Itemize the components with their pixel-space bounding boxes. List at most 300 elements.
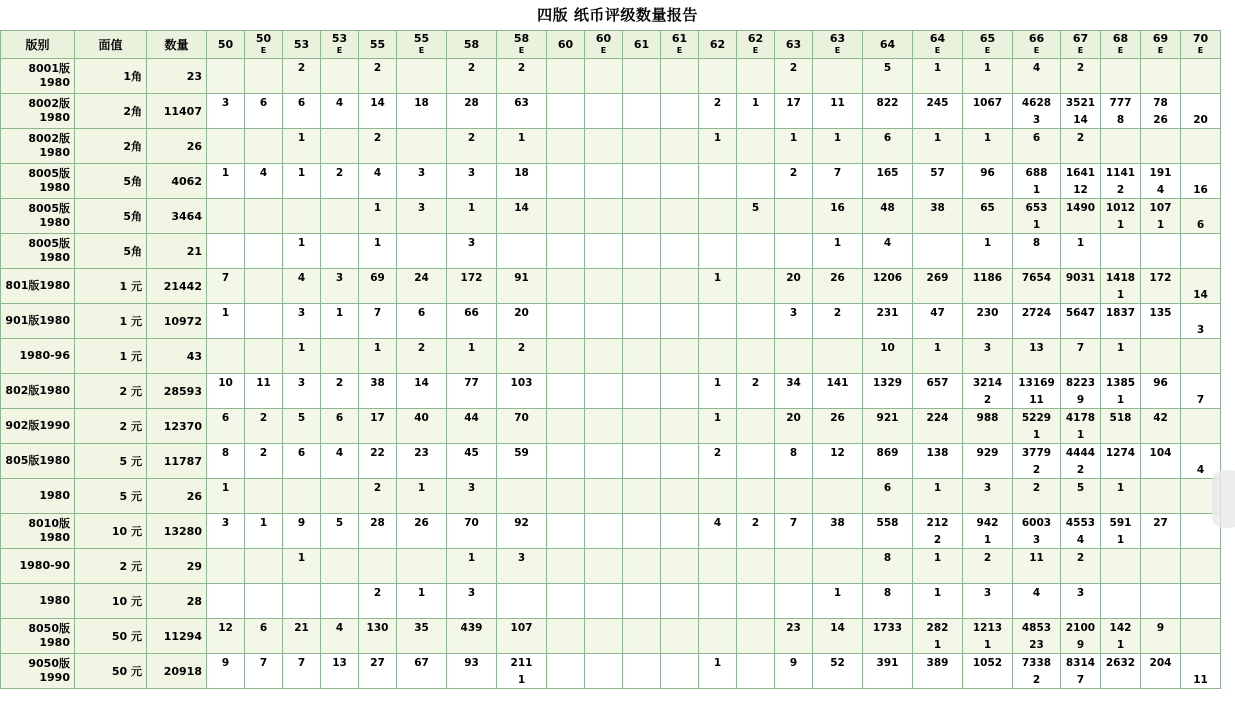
grade-star-count-cell xyxy=(737,321,775,339)
grade-star-count-cell xyxy=(547,356,585,374)
grade-star-count-cell xyxy=(321,286,359,304)
grade-star-count-cell xyxy=(321,531,359,549)
grade-count-cell: 35 xyxy=(397,619,447,637)
grade-star-count-cell xyxy=(813,601,863,619)
grade-count-cell xyxy=(623,234,661,252)
grade-count-cell xyxy=(737,584,775,602)
grade-count-cell: 3521 xyxy=(1061,94,1101,112)
grade-count-cell xyxy=(547,619,585,637)
grade-star-count-cell xyxy=(245,636,283,654)
grade-star-count-cell xyxy=(283,531,321,549)
grade-star-count-cell xyxy=(585,461,623,479)
grade-star-count-cell xyxy=(1061,321,1101,339)
grade-star-count-cell xyxy=(1013,76,1061,94)
grade-count-cell xyxy=(737,59,775,77)
grade-count-cell xyxy=(623,514,661,532)
grade-count-cell: 1 xyxy=(699,654,737,672)
grade-count-cell: 1 xyxy=(207,479,245,497)
grade-count-cell: 822 xyxy=(863,94,913,112)
grade-star-count-cell xyxy=(661,181,699,199)
grade-star-count-cell xyxy=(699,671,737,689)
grade-count-cell: 7 xyxy=(775,514,813,532)
scroll-edge-handle xyxy=(1212,470,1235,528)
grade-count-cell xyxy=(497,584,547,602)
grade-star-count-cell xyxy=(661,146,699,164)
grade-count-cell xyxy=(1181,94,1221,112)
grade-star-count-cell xyxy=(623,321,661,339)
grade-count-cell xyxy=(623,59,661,77)
grade-count-cell xyxy=(737,619,775,637)
grade-count-cell xyxy=(497,234,547,252)
grade-count-cell: 3 xyxy=(447,479,497,497)
grade-star-count-cell xyxy=(207,496,245,514)
grade-count-cell xyxy=(737,339,775,357)
grade-star-count-cell xyxy=(447,76,497,94)
grade-count-cell: 2 xyxy=(1061,129,1101,147)
grade-count-cell: 5 xyxy=(863,59,913,77)
grade-star-count-cell xyxy=(359,461,397,479)
grade-count-cell: 2 xyxy=(497,59,547,77)
grade-count-cell: 1490 xyxy=(1061,199,1101,217)
grade-star-count-cell xyxy=(775,671,813,689)
table-row xyxy=(1,654,1221,672)
version-cell: 8005版 1980 xyxy=(1,199,75,234)
grade-star-count-cell xyxy=(863,356,913,374)
grade-count-cell: 7 xyxy=(207,269,245,287)
grade-star-count-cell xyxy=(207,181,245,199)
header-grade xyxy=(699,31,737,59)
grade-star-count-cell xyxy=(359,216,397,234)
grade-count-cell xyxy=(585,164,623,182)
grade-star-count-cell xyxy=(397,181,447,199)
grade-count-cell xyxy=(623,584,661,602)
version-cell: 8010版 1980 xyxy=(1,514,75,549)
grade-star-count-cell xyxy=(397,531,447,549)
grade-count-cell: 4553 xyxy=(1061,514,1101,532)
grade-star-count-cell xyxy=(547,496,585,514)
grade-count-cell: 7 xyxy=(359,304,397,322)
grade-count-cell: 63 xyxy=(497,94,547,112)
grade-star-count-cell xyxy=(447,356,497,374)
grade-count-cell xyxy=(585,199,623,217)
grade-count-cell: 20 xyxy=(497,304,547,322)
grade-star-count-cell xyxy=(245,321,283,339)
grade-star-count-cell xyxy=(863,531,913,549)
grade-star-count-cell xyxy=(1061,496,1101,514)
grade-count-cell xyxy=(207,234,245,252)
grade-count-cell: 130 xyxy=(359,619,397,637)
grade-count-cell: 1 xyxy=(283,129,321,147)
grade-count-cell: 104 xyxy=(1141,444,1181,462)
grade-count-cell xyxy=(775,584,813,602)
version-cell: 1980 xyxy=(1,479,75,514)
grade-count-cell: 20 xyxy=(775,269,813,287)
grade-count-cell: 245 xyxy=(913,94,963,112)
grade-star-count-cell xyxy=(863,216,913,234)
grade-count-cell: 107 xyxy=(1141,199,1181,217)
grade-star-count-cell xyxy=(447,321,497,339)
grade-count-cell xyxy=(1181,59,1221,77)
grade-count-cell: 4 xyxy=(863,234,913,252)
grade-count-cell xyxy=(1141,59,1181,77)
grade-star-count-cell: 12 xyxy=(1061,181,1101,199)
grade-star-count-cell xyxy=(1013,321,1061,339)
grade-star-count-cell xyxy=(813,391,863,409)
grade-count-cell: 11 xyxy=(245,374,283,392)
grade-count-cell xyxy=(623,374,661,392)
grade-star-count-cell xyxy=(737,426,775,444)
grade-star-count-cell xyxy=(585,566,623,584)
grade-star-count-cell xyxy=(775,356,813,374)
grade-count-cell: 38 xyxy=(813,514,863,532)
grade-star-count-cell xyxy=(1141,356,1181,374)
grade-star-count-cell xyxy=(737,601,775,619)
grade-star-count-cell xyxy=(321,146,359,164)
grade-star-count-cell xyxy=(321,496,359,514)
grade-star-count-cell xyxy=(1141,461,1181,479)
grade-count-cell: 2 xyxy=(321,374,359,392)
grade-count-cell: 26 xyxy=(813,409,863,427)
grade-star-count-cell xyxy=(283,356,321,374)
grade-star-count-cell xyxy=(245,181,283,199)
face-value-cell: 2角 xyxy=(75,129,147,164)
grade-count-cell: 1052 xyxy=(963,654,1013,672)
grade-count-cell: 4853 xyxy=(1013,619,1061,637)
grade-count-cell xyxy=(547,479,585,497)
grade-count-cell: 2 xyxy=(813,304,863,322)
grade-number: 64 xyxy=(879,37,896,51)
grade-star-count-cell xyxy=(1141,76,1181,94)
grade-star-count-cell xyxy=(547,251,585,269)
grade-star-count-cell xyxy=(623,391,661,409)
grade-star-count-cell xyxy=(397,111,447,129)
grade-star-count-cell xyxy=(359,146,397,164)
grade-star-count-cell xyxy=(661,426,699,444)
grade-count-cell: 389 xyxy=(913,654,963,672)
grade-count-cell: 1 xyxy=(913,59,963,77)
grade-star-count-cell xyxy=(623,671,661,689)
grade-count-cell: 42 xyxy=(1141,409,1181,427)
grade-star-count-cell xyxy=(359,601,397,619)
grade-count-cell: 8314 xyxy=(1061,654,1101,672)
grade-count-cell xyxy=(813,339,863,357)
face-value-cell: 2角 xyxy=(75,94,147,129)
grade-star-count-cell: 2 xyxy=(913,531,963,549)
grade-star-count-cell xyxy=(813,146,863,164)
table-row xyxy=(1,409,1221,427)
grade-count-cell: 8 xyxy=(863,549,913,567)
grade-star-count-cell xyxy=(283,111,321,129)
grade-star-count-cell xyxy=(623,566,661,584)
grade-count-cell xyxy=(699,199,737,217)
grade-star-count-cell xyxy=(321,461,359,479)
grade-count-cell: 2 xyxy=(1061,549,1101,567)
table-body xyxy=(1,59,1221,689)
grade-count-cell: 8 xyxy=(207,444,245,462)
grade-star-count-cell xyxy=(623,146,661,164)
table-row xyxy=(1,59,1221,77)
grade-count-cell: 3 xyxy=(321,269,359,287)
grade-count-cell xyxy=(585,549,623,567)
grade-star-count-cell xyxy=(1101,566,1141,584)
grade-count-cell: 91 xyxy=(497,269,547,287)
grade-count-cell: 269 xyxy=(913,269,963,287)
grade-star-count-cell xyxy=(775,146,813,164)
grade-star-count-cell xyxy=(623,496,661,514)
grade-count-cell xyxy=(1181,199,1221,217)
grade-star-count-cell xyxy=(1181,601,1221,619)
grade-count-cell xyxy=(547,374,585,392)
table-row xyxy=(1,164,1221,182)
grade-count-cell xyxy=(547,129,585,147)
grade-count-cell xyxy=(245,199,283,217)
grade-count-cell xyxy=(699,164,737,182)
header-grade xyxy=(661,31,699,59)
version-cell: 802版1980 xyxy=(1,374,75,409)
table-row xyxy=(1,339,1221,357)
grade-star-count-cell xyxy=(699,566,737,584)
grade-star-count-cell xyxy=(585,391,623,409)
grade-count-cell xyxy=(283,584,321,602)
grade-star-count-cell xyxy=(1013,566,1061,584)
grade-star-count-cell xyxy=(699,531,737,549)
grade-star-count-cell xyxy=(447,111,497,129)
grade-count-cell: 3 xyxy=(775,304,813,322)
grade-count-cell: 10 xyxy=(207,374,245,392)
grade-star-count-cell xyxy=(699,146,737,164)
grade-count-cell xyxy=(1181,304,1221,322)
grade-number: 65 xyxy=(979,32,996,45)
version-cell: 1980-90 xyxy=(1,549,75,584)
grade-star-count-cell xyxy=(661,321,699,339)
grade-star-count-cell: 1 xyxy=(497,671,547,689)
grade-star-count-cell xyxy=(397,566,447,584)
grade-star-count-cell xyxy=(863,566,913,584)
header-grade xyxy=(963,31,1013,59)
grade-star-count-cell xyxy=(447,496,497,514)
grade-star-count-cell xyxy=(813,251,863,269)
grade-count-cell: 2 xyxy=(359,584,397,602)
grade-star-count-cell xyxy=(775,321,813,339)
grade-count-cell: 78 xyxy=(1141,94,1181,112)
grade-count-cell: 103 xyxy=(497,374,547,392)
grade-count-cell xyxy=(1181,164,1221,182)
grade-count-cell: 5647 xyxy=(1061,304,1101,322)
grade-count-cell xyxy=(737,444,775,462)
grade-star-count-cell xyxy=(359,181,397,199)
grade-star-count-cell xyxy=(623,531,661,549)
grade-star-count-cell xyxy=(623,111,661,129)
grade-count-cell: 869 xyxy=(863,444,913,462)
grade-star-count-cell xyxy=(497,461,547,479)
grade-e-suffix: E xyxy=(934,46,941,55)
grade-star-count-cell xyxy=(813,321,863,339)
header-grade xyxy=(547,31,585,59)
grade-count-cell: 77 xyxy=(447,374,497,392)
header-grade xyxy=(321,31,359,59)
grade-number: 70 xyxy=(1192,32,1209,45)
grade-star-count-cell xyxy=(699,636,737,654)
table-row xyxy=(1,304,1221,322)
grade-count-cell xyxy=(547,549,585,567)
count-cell: 12370 xyxy=(147,409,207,444)
grade-count-cell: 2 xyxy=(321,164,359,182)
grade-star-count-cell xyxy=(207,321,245,339)
grade-star-count-cell xyxy=(913,391,963,409)
grade-star-count-cell xyxy=(321,76,359,94)
grade-number: 55 xyxy=(413,32,430,45)
grade-star-count-cell xyxy=(699,391,737,409)
grade-count-cell xyxy=(245,339,283,357)
grade-star-count-cell xyxy=(737,251,775,269)
header-grade xyxy=(913,31,963,59)
grade-star-count-cell xyxy=(547,461,585,479)
grade-count-cell xyxy=(699,479,737,497)
grade-e-suffix: E xyxy=(752,46,759,55)
face-value-cell: 1角 xyxy=(75,59,147,94)
grade-star-count-cell xyxy=(863,671,913,689)
grade-star-count-cell: 1 xyxy=(1101,286,1141,304)
face-value-cell: 1 元 xyxy=(75,339,147,374)
grade-star-count-cell xyxy=(737,111,775,129)
grade-number: 64 xyxy=(929,32,946,45)
grade-count-cell xyxy=(623,654,661,672)
grade-star-count-cell xyxy=(813,531,863,549)
grade-star-count-cell xyxy=(1013,286,1061,304)
grade-star-count-cell xyxy=(245,251,283,269)
grade-star-count-cell xyxy=(359,111,397,129)
grade-count-cell: 518 xyxy=(1101,409,1141,427)
grade-count-cell xyxy=(1101,584,1141,602)
grade-count-cell: 5 xyxy=(321,514,359,532)
grade-count-cell xyxy=(585,514,623,532)
grade-count-cell xyxy=(245,584,283,602)
grade-number: 66 xyxy=(1028,32,1045,45)
grade-star-count-cell xyxy=(397,496,447,514)
grade-star-count-cell: 1 xyxy=(1101,531,1141,549)
grade-e-suffix: E xyxy=(600,46,607,55)
grade-count-cell xyxy=(547,339,585,357)
grade-star-count-cell xyxy=(1101,496,1141,514)
grade-star-count-cell xyxy=(1101,251,1141,269)
grade-star-count-cell: 4 xyxy=(1181,461,1221,479)
grade-star-count-cell xyxy=(1061,146,1101,164)
grade-number: 68 xyxy=(1112,32,1129,45)
grade-count-cell xyxy=(547,234,585,252)
grade-count-cell xyxy=(1141,129,1181,147)
version-cell: 902版1990 xyxy=(1,409,75,444)
face-value-cell: 1 元 xyxy=(75,304,147,339)
grade-star-count-cell xyxy=(661,76,699,94)
grade-star-count-cell xyxy=(1181,566,1221,584)
header-grade xyxy=(1101,31,1141,59)
grade-star-count-cell xyxy=(963,321,1013,339)
header-grade xyxy=(775,31,813,59)
grade-star-count-cell xyxy=(661,496,699,514)
header-grade xyxy=(497,31,547,59)
grade-star-count-cell xyxy=(359,391,397,409)
grade-count-cell: 96 xyxy=(963,164,1013,182)
grade-count-cell xyxy=(547,269,585,287)
grade-star-count-cell xyxy=(623,216,661,234)
grade-star-count-cell xyxy=(321,216,359,234)
grade-star-count-cell xyxy=(447,671,497,689)
grade-count-cell: 4 xyxy=(321,444,359,462)
grade-star-count-cell xyxy=(547,636,585,654)
grade-count-cell: 1 xyxy=(813,584,863,602)
grade-count-cell: 69 xyxy=(359,269,397,287)
grade-star-count-cell xyxy=(283,286,321,304)
grade-count-cell xyxy=(397,59,447,77)
grade-star-count-cell xyxy=(207,531,245,549)
grade-count-cell: 70 xyxy=(447,514,497,532)
grade-count-cell: 135 xyxy=(1141,304,1181,322)
grade-star-count-cell xyxy=(547,321,585,339)
grade-count-cell xyxy=(321,234,359,252)
grade-count-cell: 1206 xyxy=(863,269,913,287)
grade-star-count-cell xyxy=(397,216,447,234)
grade-star-count-cell: 7 xyxy=(1181,391,1221,409)
grade-star-count-cell xyxy=(321,251,359,269)
grade-star-count-cell xyxy=(963,181,1013,199)
grade-count-cell: 16 xyxy=(813,199,863,217)
grade-count-cell: 17 xyxy=(775,94,813,112)
grade-star-count-cell: 3 xyxy=(1013,111,1061,129)
grade-star-count-cell xyxy=(775,111,813,129)
grade-star-count-cell xyxy=(963,426,1013,444)
grade-count-cell: 212 xyxy=(913,514,963,532)
grade-count-cell xyxy=(207,584,245,602)
grade-star-count-cell xyxy=(359,671,397,689)
grade-star-count-cell xyxy=(813,566,863,584)
grade-star-count-cell xyxy=(547,391,585,409)
grade-star-count-cell xyxy=(775,286,813,304)
grade-count-cell: 2 xyxy=(1061,59,1101,77)
grade-count-cell xyxy=(1181,654,1221,672)
grade-count-cell: 13 xyxy=(1013,339,1061,357)
grade-number: 63 xyxy=(785,37,802,51)
face-value-cell: 5角 xyxy=(75,164,147,199)
grade-count-cell: 2 xyxy=(447,59,497,77)
grade-star-count-cell: 20 xyxy=(1181,111,1221,129)
grade-count-cell xyxy=(623,304,661,322)
grade-star-count-cell xyxy=(1141,391,1181,409)
grade-star-count-cell xyxy=(497,566,547,584)
header-grade xyxy=(585,31,623,59)
grade-star-count-cell xyxy=(699,356,737,374)
grade-star-count-cell xyxy=(737,146,775,164)
grade-star-count-cell xyxy=(737,286,775,304)
grade-count-cell: 1 xyxy=(321,304,359,322)
grade-star-count-cell xyxy=(963,356,1013,374)
grade-star-count-cell xyxy=(1101,601,1141,619)
grade-count-cell: 3 xyxy=(963,339,1013,357)
grade-star-count-cell: 2 xyxy=(1013,461,1061,479)
grade-count-cell xyxy=(623,164,661,182)
grade-count-cell: 4178 xyxy=(1061,409,1101,427)
grade-count-cell xyxy=(397,129,447,147)
grade-count-cell: 5 xyxy=(737,199,775,217)
grade-count-cell xyxy=(775,549,813,567)
grade-count-cell: 1274 xyxy=(1101,444,1141,462)
grade-count-cell: 1 xyxy=(1101,339,1141,357)
grade-star-count-cell: 8 xyxy=(1101,111,1141,129)
grade-star-count-cell xyxy=(737,181,775,199)
grade-star-count-cell xyxy=(863,461,913,479)
grade-count-cell xyxy=(547,514,585,532)
grade-count-cell: 1 xyxy=(359,199,397,217)
grade-star-count-cell xyxy=(447,636,497,654)
